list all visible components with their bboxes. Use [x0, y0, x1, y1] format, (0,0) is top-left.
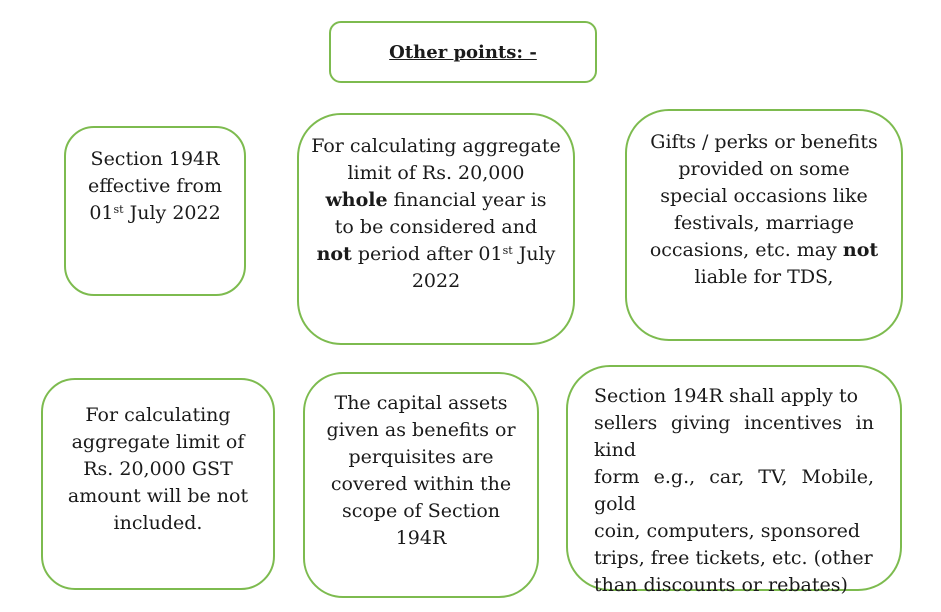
aggregate-limit-period-box: [297, 113, 575, 345]
text-run: aggregate limit of: [71, 431, 245, 453]
superscript-text: st: [113, 203, 124, 216]
text-run: than discounts or rebates): [594, 574, 848, 596]
superscript-text: st: [502, 244, 513, 257]
text-run: 01: [89, 202, 114, 224]
box-text: [88, 146, 222, 227]
text-run: given as benefits or: [326, 419, 516, 441]
text-run: form e.g., car, TV, Mobile, gold: [594, 466, 874, 515]
text-run: Gifts / perks or benefits: [650, 131, 878, 153]
text-run: perquisites are: [348, 446, 494, 468]
text-run: occasions, etc. may: [649, 239, 843, 261]
text-run: trips, free tickets, etc. (other: [594, 547, 873, 569]
text-run: 194R: [395, 527, 447, 549]
text-run: For calculating aggregate: [311, 135, 561, 157]
text-run: sellers giving incentives in kind: [594, 412, 874, 461]
text-run: scope of Section: [341, 500, 501, 522]
box-text: [311, 133, 561, 295]
text-run: period after 01: [351, 243, 503, 265]
incentives-in-kind-box: [566, 365, 902, 596]
special-occasions-box: [625, 109, 903, 341]
text-run: coin, computers, sponsored: [594, 520, 861, 542]
text-run: festivals, marriage: [673, 212, 855, 234]
box-text: [594, 383, 874, 599]
box-text: [326, 390, 515, 552]
box-text: [650, 129, 878, 291]
capital-assets-box: [303, 372, 539, 598]
bold-text: not: [842, 239, 879, 261]
text-run: Section 194R shall apply to: [594, 385, 859, 407]
effective-date-box: [64, 126, 246, 296]
text-run: The capital assets: [334, 392, 508, 414]
text-run: special occasions like: [660, 185, 868, 207]
diagram-title: Other points: -: [389, 41, 537, 63]
text-run: Section 194R: [90, 148, 220, 170]
text-run: July 2022: [123, 202, 221, 224]
title-box: [329, 21, 597, 83]
text-run: July: [512, 243, 556, 265]
text-run: covered within the: [330, 473, 512, 495]
bold-text: not: [316, 243, 352, 265]
text-run: liable for TDS,: [694, 266, 834, 288]
text-run: included.: [113, 512, 203, 534]
text-run: Rs. 20,000 GST: [83, 458, 233, 480]
box-text: [68, 402, 248, 537]
text-run: provided on some: [678, 158, 850, 180]
text-run: 2022: [411, 270, 461, 292]
text-run: effective from: [88, 175, 222, 197]
text-run: to be considered and: [334, 216, 538, 238]
text-run: amount will be not: [67, 485, 249, 507]
text-run: limit of Rs. 20,000: [347, 162, 525, 184]
gst-exclusion-box: [41, 378, 275, 590]
bold-text: whole: [325, 189, 388, 211]
text-run: For calculating: [85, 404, 231, 426]
text-run: financial year is: [387, 189, 547, 211]
